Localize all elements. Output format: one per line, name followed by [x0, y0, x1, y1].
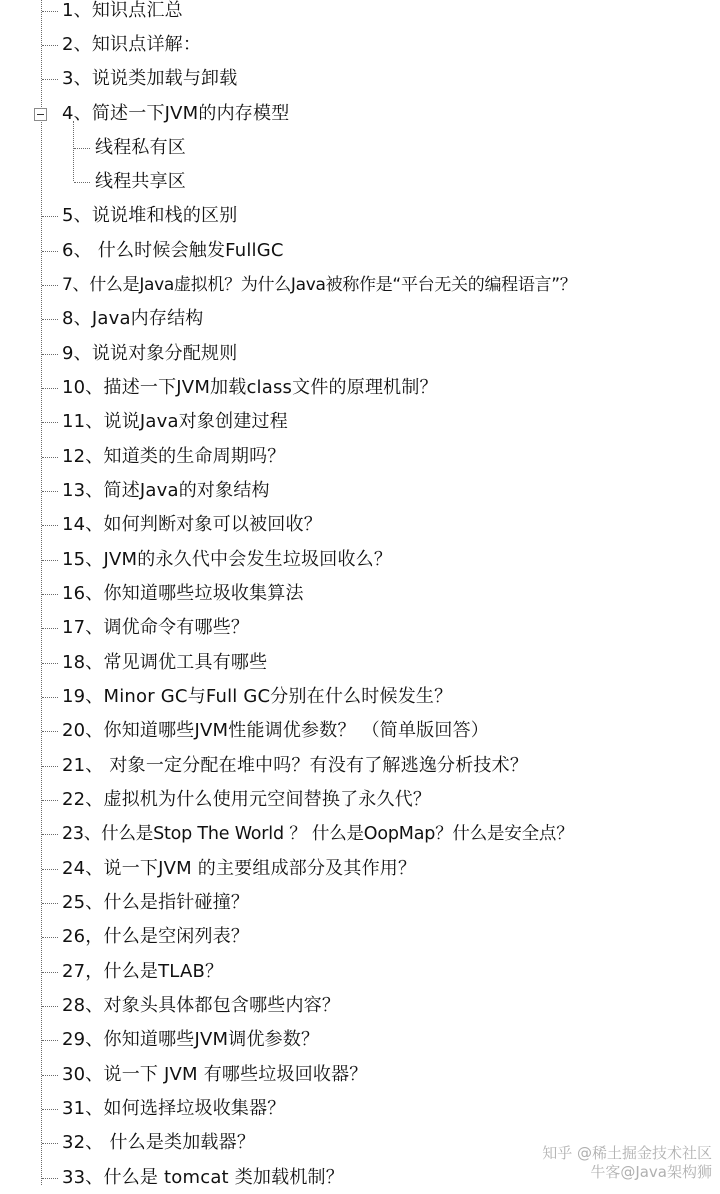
tree-item-label: 24、说一下JVM 的主要组成部分及其作用？: [62, 858, 417, 879]
tree-item-label: 16、你知道哪些垃圾收集算法: [62, 583, 304, 604]
tree-item-label: 4、简述一下JVM的内存模型: [62, 103, 290, 124]
tree-item-label: 10、描述一下JVM加载class文件的原理机制？: [62, 377, 438, 398]
tree-item-label: 2、知识点详解：: [62, 34, 202, 55]
tree-branch-line: [42, 628, 58, 629]
tree-branch-line: [42, 11, 58, 12]
watermark-nowcoder: 牛客@Java架构狮: [590, 1163, 712, 1181]
tree-item-label: 30、说一下 JVM 有哪些垃圾回收器？: [62, 1064, 368, 1085]
tree-item-label: 11、说说Java对象创建过程: [62, 411, 288, 432]
tree-branch-line: [42, 834, 58, 835]
tree-branch-line: [42, 903, 58, 904]
tree-branch-line: [74, 182, 90, 183]
tree-item-label: 12、知道类的生命周期吗？: [62, 446, 286, 467]
tree-branch-line: [42, 216, 58, 217]
tree-item-label: 33、什么是 tomcat 类加载机制？: [62, 1167, 344, 1188]
tree-item-label: 21、 对象一定分配在堆中吗？有没有了解逃逸分析技术？: [62, 755, 529, 776]
tree-branch-line: [42, 422, 58, 423]
tree-item-label: 18、常见调优工具有哪些: [62, 652, 268, 673]
tree-item-label: 8、Java内存结构: [62, 308, 204, 329]
tree-item-label: 28、对象头具体都包含哪些内容？: [62, 995, 341, 1016]
tree-branch-line: [42, 45, 58, 46]
tree-branch-line: [42, 1143, 58, 1144]
tree-branch-line: [42, 869, 58, 870]
tree-branch-line: [42, 937, 58, 938]
tree-branch-line: [42, 1178, 58, 1179]
tree-item-label: 6、 什么时候会触发FullGC: [62, 240, 284, 261]
tree-branch-line: [42, 354, 58, 355]
tree-item-label: 9、说说对象分配规则: [62, 343, 238, 364]
tree-branch-line: [42, 1006, 58, 1007]
tree-item-label: 19、Minor GC与Full GC分别在什么时候发生？: [62, 686, 453, 707]
tree-branch-line: [42, 594, 58, 595]
tree-branch-line: [42, 457, 58, 458]
tree-item-label: 15、JVM的永久代中会发生垃圾回收么？: [62, 549, 393, 570]
watermark-zhihu: 知乎 @稀土掘金技术社区: [542, 1144, 712, 1162]
tree-item-label: 31、如何选择垃圾收集器？: [62, 1098, 286, 1119]
tree-item-label: 29、你知道哪些JVM调优参数？: [62, 1029, 320, 1050]
tree-branch-line: [74, 148, 90, 149]
tree-item-label: 22、虚拟机为什么使用元空间替换了永久代？: [62, 789, 432, 810]
tree-connector-line: [41, 0, 42, 1185]
tree-item-label: 3、说说类加载与卸载: [62, 68, 238, 89]
tree-item-label: 14、如何判断对象可以被回收？: [62, 514, 322, 535]
tree-branch-line: [42, 800, 58, 801]
tree-branch-line: [42, 79, 58, 80]
tree-item-label: 25、什么是指针碰撞？: [62, 892, 250, 913]
collapse-toggle-icon[interactable]: [34, 108, 47, 121]
tree-branch-line: [42, 525, 58, 526]
tree-branch-line: [42, 1040, 58, 1041]
tree-branch-line: [42, 766, 58, 767]
tree-branch-line: [42, 319, 58, 320]
tree-item-label: 13、简述Java的对象结构: [62, 480, 270, 501]
tree-branch-line: [42, 491, 58, 492]
tree-branch-line: [42, 560, 58, 561]
tree-branch-line: [42, 1075, 58, 1076]
tree-item-label: 线程共享区: [95, 171, 186, 192]
tree-item-label: 1、知识点汇总: [62, 0, 183, 21]
tree-item-label: 5、说说堆和栈的区别: [62, 205, 238, 226]
tree-branch-line: [42, 251, 58, 252]
tree-item-label: 17、调优命令有哪些？: [62, 617, 250, 638]
tree-item-label: 27，什么是TLAB？: [62, 961, 224, 982]
tree-item-label: 32、 什么是类加载器？: [62, 1132, 256, 1153]
tree-item-label: 23、什么是Stop The World ？ 什么是OopMap？什么是安全点？: [62, 824, 574, 844]
tree-branch-line: [42, 1109, 58, 1110]
tree-item-label: 26，什么是空闲列表？: [62, 926, 250, 947]
tree-branch-line: [42, 663, 58, 664]
tree-branch-line: [42, 388, 58, 389]
tree-branch-line: [42, 285, 58, 286]
tree-branch-line: [42, 972, 58, 973]
tree-item-label: 7、什么是Java虚拟机？为什么Java被称作是“平台无关的编程语言”？: [62, 275, 577, 295]
tree-branch-line: [42, 731, 58, 732]
tree-branch-line: [42, 697, 58, 698]
tree-item-label: 线程私有区: [95, 137, 186, 158]
tree-item-label: 20、你知道哪些JVM性能调优参数？ （简单版回答）: [62, 720, 489, 741]
